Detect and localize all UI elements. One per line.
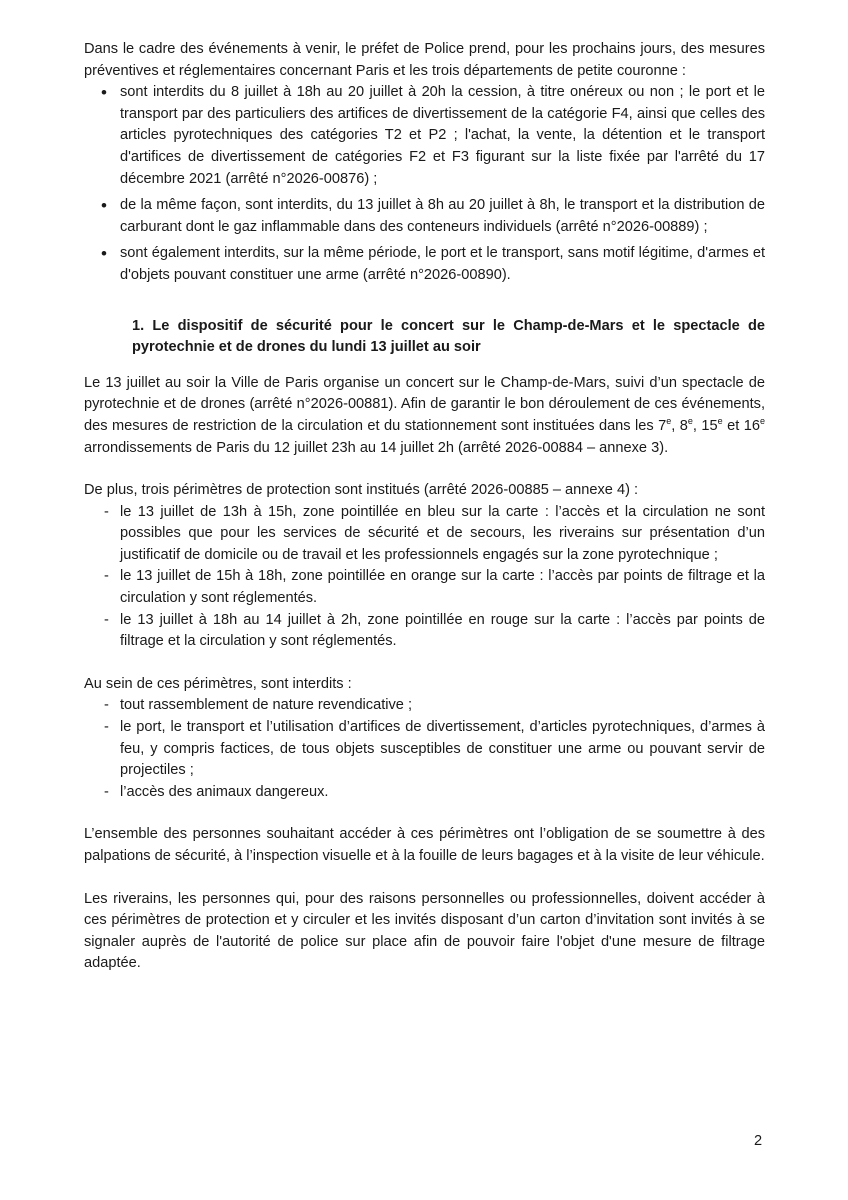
superscript: e — [666, 416, 672, 427]
prohibited-intro: Au sein de ces périmètres, sont interdits : — [84, 675, 352, 692]
list-item: • de la même façon, sont interdits, du 13 juillet à 8h au 20 juillet à 8h, le transport et la distribution de carburant dont le gaz inflammable dans des conteneurs individuels (arrêté n°2026-00889) ; — [84, 195, 765, 238]
perimeters-intro: De plus, trois périmètres de protection sont institués (arrêté 2026-00885 – annexe 4) : — [84, 482, 639, 499]
separator: et 16 — [722, 417, 760, 434]
perimeters-list — [84, 502, 765, 653]
intro-paragraph: Dans le cadre des événements à venir, le préfet de Police prend, pour les prochains jours, des mesures préventives et réglementaires concernant Paris et les trois départements de petite couronne : — [84, 41, 765, 79]
list-item: - le 13 juillet de 13h à 15h, zone pointillée en bleu sur la carte : l’accès et la circulation ne sont possibles que pour les services de sécurité et de secours, les riverains sur présentation d’un justificatif de domicile ou de travail et les professionnels engagés sur la zone pyrotechnique ; — [84, 502, 765, 567]
residents-paragraph: Les riverains, les personnes qui, pour des raisons personnelles ou professionnelles, doivent accéder à ces périmètres de protection et y circuler et les invités disposant d’un carton d’invitation sont invités à se signaler auprès de l'autorité de police sur place afin de pouvoir faire l'objet d'une mesure de filtrage adaptée. — [84, 890, 765, 972]
list-item: - le 13 juillet de 15h à 18h, zone pointillée en orange sur la carte : l’accès par points de filtrage et la circulation y sont réglementés. — [84, 566, 765, 609]
list-item: - le 13 juillet à 18h au 14 juillet à 2h, zone pointillée en rouge sur la carte : l’accès par points de filtrage et la circulation y sont réglementés. — [84, 610, 765, 653]
section-heading: 1. Le dispositif de sécurité pour le concert sur le Champ-de-Mars et le spectacle de pyrotechnie et de drones du lundi 13 juillet au soir — [132, 317, 765, 356]
list-item: - l’accès des animaux dangereux. — [84, 782, 765, 804]
document-page — [84, 39, 765, 975]
list-item: - le port, le transport et l’utilisation d’artifices de divertissement, d’articles pyrotechniques, d’armes à feu, y compris factices, de tous objets susceptibles de constituer une arme ou pouvant servir de projectiles ; — [84, 717, 765, 782]
separator: , 15 — [692, 417, 718, 434]
concert-text-start: Le 13 juillet au soir la Ville de Paris organise un concert sur le Champ-de-Mars, suivi d’un spectacle de pyrotechnie et de drones (arrêté n°2026-00881). Afin de garantir le bon déroulement de ces événements, des mesures de restriction de la circulation et du stationnement sont instituées dans les 7 — [84, 374, 765, 434]
list-item: • sont interdits du 8 juillet à 18h au 20 juillet à 20h la cession, à titre onéreux ou non ; le port et le transport par des particuliers des artifices de divertissement de la catégorie F4, ainsi que celles des articles pyrotechniques des catégories T2 et P2 ; l'achat, la vente, la détention et le transport d'artifices de divertissement de catégories F2 et F3 figurant sur la liste fixée par l'arrêté du 17 décembre 2021 (arrêté n°2026-00876) ; — [84, 82, 765, 190]
concert-paragraph — [84, 373, 765, 459]
page-number: 2 — [754, 1133, 763, 1149]
list-item: - tout rassemblement de nature revendicative ; — [84, 695, 765, 717]
superscript: e — [687, 416, 693, 427]
security-checks-paragraph: L’ensemble des personnes souhaitant accéder à ces périmètres ont l’obligation de se soumettre à des palpations de sécurité, à l’inspection visuelle et à la fouille de leurs bagages et à la visite de leur véhicule. — [84, 826, 765, 864]
measures-list — [84, 82, 765, 286]
concert-text-end: arrondissements de Paris du 12 juillet 23h au 14 juillet 2h (arrêté 2026-00884 – annexe 3). — [84, 439, 669, 456]
list-item: • sont également interdits, sur la même période, le port et le transport, sans motif légitime, d'armes et d'objets pouvant constituer une arme (arrêté n°2026-00890). — [84, 243, 765, 286]
separator: , 8 — [671, 417, 688, 434]
superscript: e — [759, 416, 765, 427]
superscript: e — [717, 416, 723, 427]
prohibited-list — [84, 695, 765, 803]
